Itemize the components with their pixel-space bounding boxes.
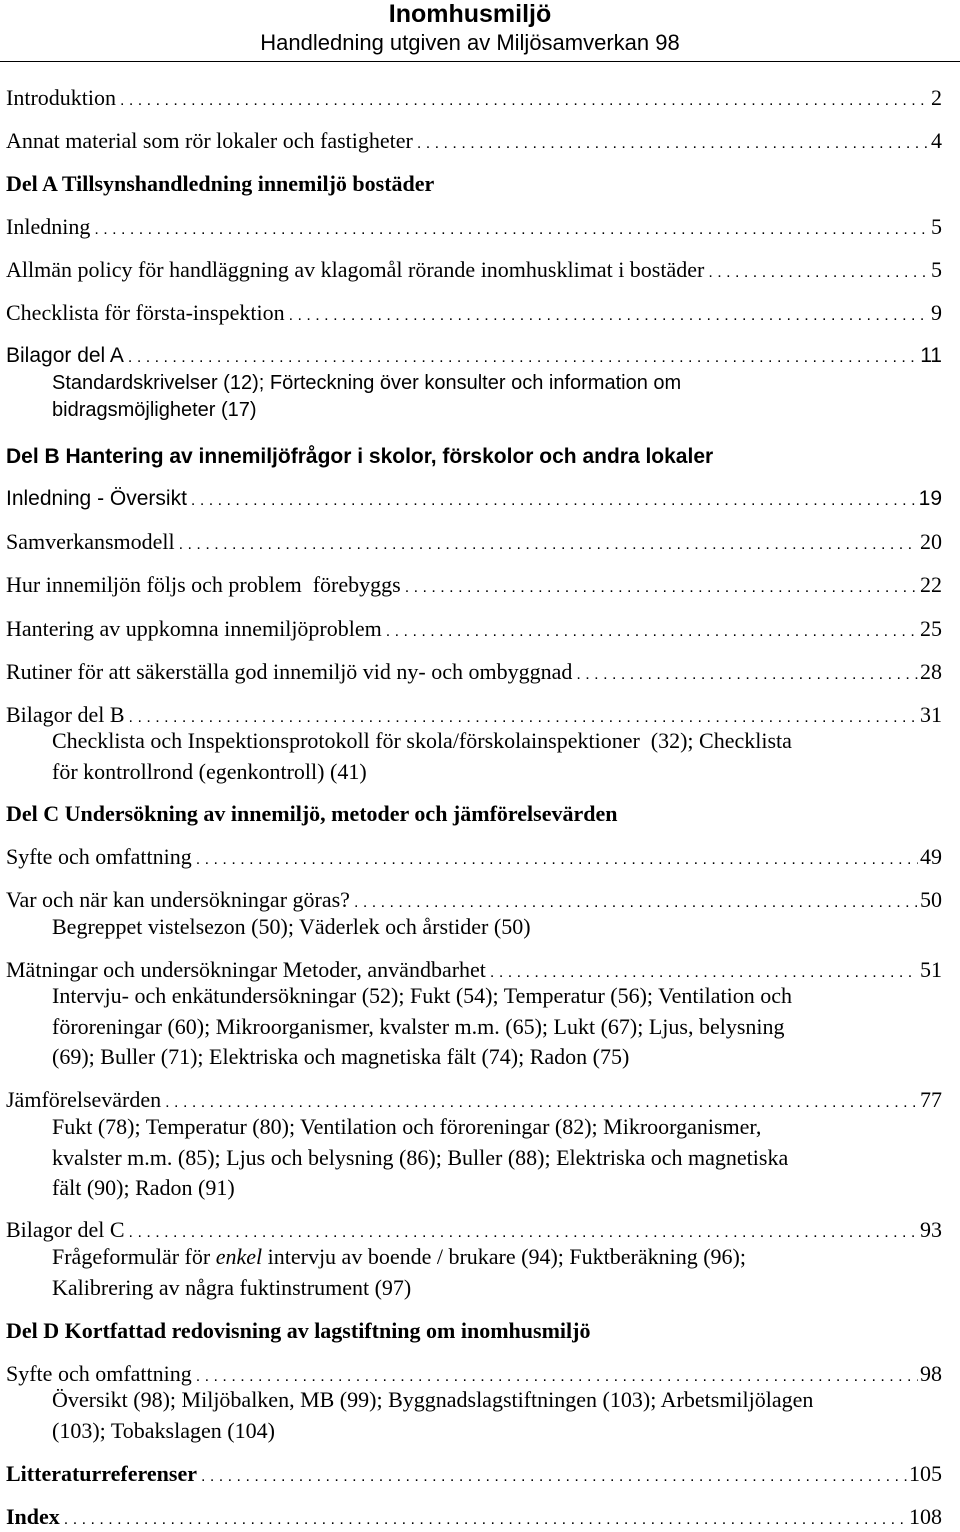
toc-entry-page: 93 [920, 1217, 942, 1242]
toc-entry-page: 5 [931, 257, 942, 282]
section-heading-del-d: Del D Kortfattad redovisning av lagstiftning om inomhusmiljö [6, 1318, 591, 1343]
subentry-line: fält (90); Radon (91) [52, 1175, 235, 1200]
subentry-line: föroreningar (60); Mikroorganismer, kvalster m.m. (65); Lukt (67); Ljus, belysning [52, 1013, 785, 1039]
toc-entry-inledning-oversikt [6, 484, 942, 514]
toc-entry-var-och-nar [6, 885, 942, 915]
toc-entry-label: Bilagor del A [6, 344, 124, 367]
toc-leader-dots [708, 258, 929, 285]
toc-entry-annat-material [6, 126, 942, 156]
toc-entry-introduktion [6, 83, 942, 113]
toc-leader-dots [405, 573, 918, 600]
subentry-line: Fukt (78); Temperatur (80); Ventilation och föroreningar (82); Mikroorganismer, [52, 1114, 762, 1139]
toc-entry-page: 9 [931, 300, 942, 325]
toc-leader-dots [191, 486, 917, 514]
toc-subentries-jamforelsevarden [52, 1112, 952, 1204]
section-heading-del-c: Del C Undersökning av innemiljö, metoder och jämförelsevärden [6, 801, 618, 826]
toc-entry-page: 31 [920, 702, 942, 727]
toc-entry-label: Samverkansmodell [6, 529, 175, 554]
toc-leader-dots [201, 1462, 907, 1489]
toc-entry-label: Hantering av uppkomna innemiljöproblem [6, 616, 382, 641]
toc-entry-syfte-c [6, 842, 942, 872]
section-heading-del-b: Del B Hantering av innemiljöfrågor i skolor, förskolor och andra lokaler [6, 445, 714, 468]
toc-entry-label: Introduktion [6, 85, 116, 110]
toc-entry-label: Checklista för första-inspektion [6, 300, 285, 325]
toc-entry-label: Var och när kan undersökningar göras? [6, 887, 350, 912]
toc-entry-label: Rutiner för att säkerställa god innemiljö vid ny- och ombyggnad [6, 659, 573, 684]
toc-entry-hur-innemiljon [6, 570, 942, 600]
toc-leader-dots [354, 888, 918, 915]
toc-entry-litteraturreferenser [6, 1459, 942, 1489]
toc-leader-dots [179, 530, 918, 557]
document-title: Inomhusmiljö [388, 0, 552, 28]
subentry-text: intervju av boende / brukare (94); Fuktberäkning (96); [262, 1244, 746, 1269]
toc-entry-page: 11 [920, 344, 942, 367]
toc-entry-samverkansmodell [6, 527, 942, 557]
header-divider [0, 61, 960, 62]
toc-entry-label: Index [6, 1504, 60, 1529]
toc-leader-dots [120, 86, 929, 113]
toc-leader-dots [129, 1218, 918, 1245]
toc-entry-page: 2 [931, 85, 942, 110]
toc-entry-label: Inledning [6, 214, 91, 239]
subentry-line: Intervju- och enkätundersökningar (52); Fukt (54); Temperatur (56); Ventilation och [52, 983, 792, 1008]
toc-entry-label: Litteraturreferenser [6, 1461, 197, 1486]
document-subtitle: Handledning utgiven av Miljösamverkan 98 [260, 30, 680, 55]
toc-subentries-matningar [52, 981, 952, 1073]
toc-subentries-del-d [52, 1385, 960, 1446]
toc-entry-label: Mätningar och undersökningar Metoder, användbarhet [6, 957, 486, 982]
toc-entry-label: Bilagor del B [6, 702, 125, 727]
toc-entry-page: 108 [909, 1504, 942, 1529]
toc-entry-bilagor-del-a [6, 341, 942, 371]
toc-entry-label: Allmän policy för handläggning av klagomål rörande inomhusklimat i bostäder [6, 257, 705, 282]
toc-leader-dots [94, 215, 929, 242]
toc-entry-checklista [6, 298, 942, 328]
toc-subentries-del-b [52, 726, 952, 787]
toc-entry-page: 25 [920, 616, 942, 641]
toc-entry-label: Annat material som rör lokaler och fastigheter [6, 128, 413, 153]
toc-entry-page: 20 [920, 529, 942, 554]
toc-entry-label: Jämförelsevärden [6, 1087, 162, 1112]
section-heading-del-a: Del A Tillsynshandledning innemiljö bostäder [6, 171, 435, 196]
toc-entry-page: 105 [909, 1461, 942, 1486]
subentry-line: Checklista och Inspektionsprotokoll för skola/förskolainspektioner (32); Checklista [52, 728, 792, 753]
subentry-line: Kalibrering av några fuktinstrument (97) [52, 1274, 412, 1300]
toc-subentries-del-a [52, 370, 952, 424]
toc-entry-label: Syfte och omfattning [6, 844, 192, 869]
toc-entry-label: Inledning - Översikt [6, 487, 187, 510]
toc-entry-label: Bilagor del C [6, 1217, 125, 1242]
toc-entry-bilagor-del-c [6, 1215, 942, 1245]
subentry-line: bidragsmöjligheter (17) [52, 399, 257, 421]
toc-leader-dots [128, 343, 918, 371]
subentry-emphasis: enkel [215, 1244, 263, 1269]
toc-leader-dots [386, 617, 918, 644]
toc-entry-label: Syfte och omfattning [6, 1361, 192, 1386]
toc-entry-rutiner [6, 657, 942, 687]
subentry-line: Standardskrivelser (12); Förteckning över konsulter och information om [52, 372, 682, 394]
toc-entry-page: 19 [918, 487, 942, 510]
subentry-text: Frågeformulär för [52, 1244, 216, 1269]
toc-entry-page: 98 [920, 1361, 942, 1386]
toc-entry-page: 22 [920, 572, 942, 597]
toc-entry-allman-policy [6, 255, 942, 285]
toc-entry-hantering [6, 614, 942, 644]
toc-entry-page: 49 [920, 844, 942, 869]
toc-leader-dots [196, 845, 918, 872]
toc-entry-inledning [6, 212, 942, 242]
toc-entry-page: 50 [920, 887, 942, 912]
toc-entry-label: Hur innemiljön följs och problem förebyggs [6, 572, 401, 597]
subentry-line [52, 1242, 952, 1273]
toc-leader-dots [289, 301, 929, 328]
toc-leader-dots [165, 1088, 918, 1115]
subentry-line: Översikt (98); Miljöbalken, MB (99); Byggnadslagstiftningen (103); Arbetsmiljölagen [52, 1387, 814, 1412]
subentry-line: (69); Buller (71); Elektriska och magnetiska fält (74); Radon (75) [52, 1044, 630, 1069]
subentry-line: (103); Tobakslagen (104) [52, 1417, 275, 1443]
toc-entry-page: 5 [931, 214, 942, 239]
toc-entry-page: 51 [920, 957, 942, 982]
toc-leader-dots [576, 660, 918, 687]
subentry-line: kvalster m.m. (85); Ljus och belysning (86); Buller (88); Elektriska och magnetiska [52, 1144, 789, 1170]
toc-subentries-del-c [52, 1242, 952, 1303]
toc-entry-page: 77 [920, 1087, 942, 1112]
subentry-line: Begreppet vistelsezon (50); Väderlek och årstider (50) [52, 914, 531, 939]
toc-leader-dots [417, 129, 929, 156]
toc-entry-page: 28 [920, 659, 942, 684]
toc-subentries-var-och-nar [52, 912, 952, 943]
subentry-line: för kontrollrond (egenkontroll) (41) [52, 758, 367, 784]
toc-entry-jamforelsevarden [6, 1085, 942, 1115]
toc-entry-page: 4 [931, 128, 942, 153]
